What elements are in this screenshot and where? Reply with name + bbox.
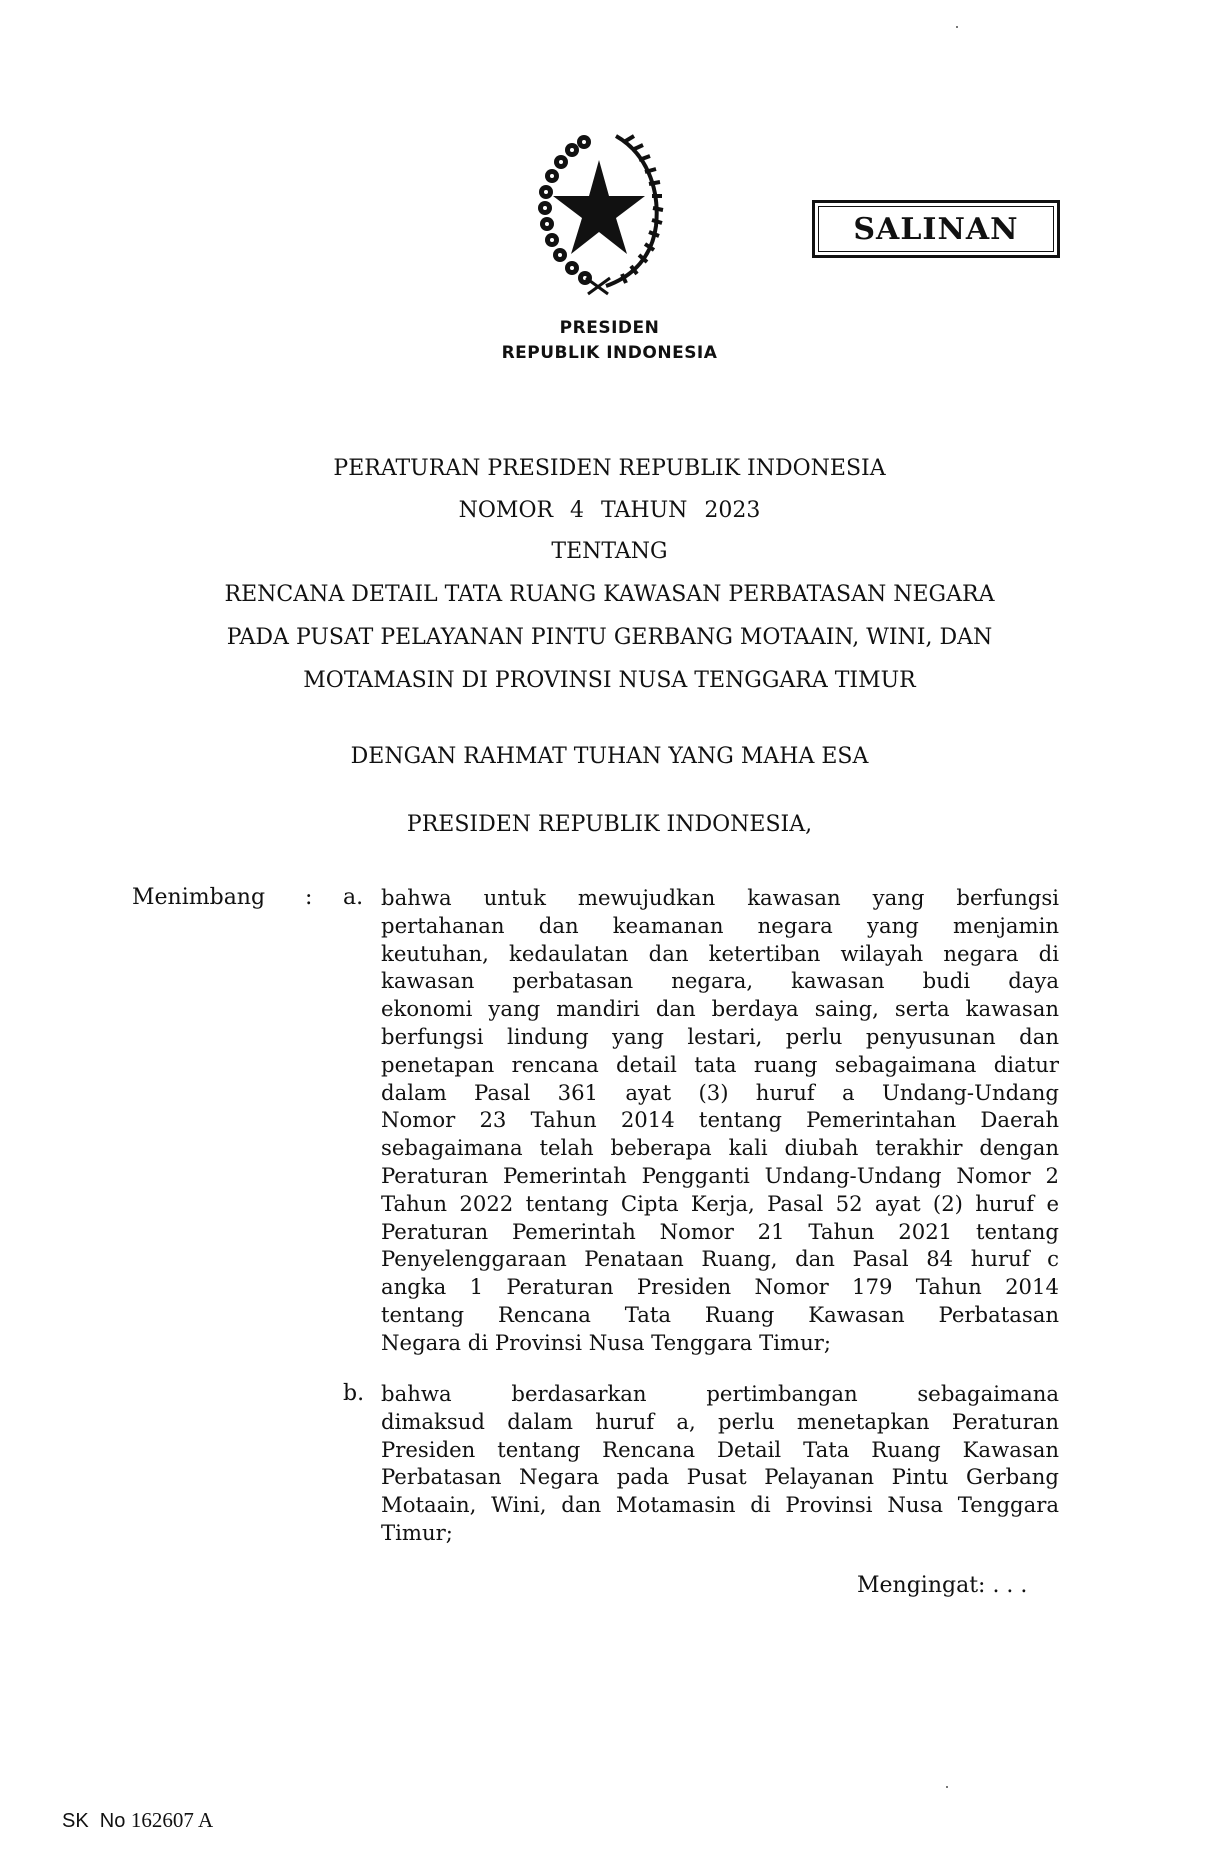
considering-colon: : — [305, 885, 313, 910]
text-line: Timur; — [381, 1519, 453, 1545]
continuation-marker: Mengingat: . . . — [857, 1573, 1028, 1598]
sk-number — [62, 1808, 213, 1833]
text-line: pertahanan dan keamanan negara yang menjamin — [381, 912, 1059, 938]
considering-label: Menimbang — [132, 885, 266, 910]
text-line: Motaain, Wini, dan Motamasin di Provinsi Nusa Tenggara — [381, 1492, 1059, 1518]
text-line: angka 1 Peraturan Presiden Nomor 179 Tahun 2014 — [381, 1274, 1059, 1300]
office-label-presiden: PRESIDEN — [559, 318, 660, 338]
invocation: DENGAN RAHMAT TUHAN YANG MAHA ESA — [350, 744, 869, 769]
text-line: bahwa berdasarkan pertimbangan sebagaimana — [381, 1381, 1059, 1406]
regulation-subject-line1: RENCANA DETAIL TATA RUANG KAWASAN PERBATASAN NEGARA — [224, 582, 995, 607]
text-line: tentang Rencana Tata Ruang Kawasan Perbatasan — [381, 1301, 1059, 1327]
text-line: kawasan perbatasan negara, kawasan budi daya — [381, 968, 1059, 994]
text-line: dimaksud dalam huruf a, perlu menetapkan Peraturan — [381, 1408, 1059, 1434]
text-line: Presiden tentang Rencana Detail Tata Ruang Kawasan — [381, 1436, 1059, 1462]
item-letter-a: a. — [343, 885, 364, 910]
text-line: Tahun 2022 tentang Cipta Kerja, Pasal 52 ayat (2) huruf e — [381, 1190, 1059, 1216]
regulation-about: TENTANG — [551, 539, 668, 564]
text-line: Peraturan Pemerintah Pengganti Undang-Undang Nomor 2 — [381, 1162, 1059, 1188]
sk-prefix: SK No — [62, 1810, 126, 1832]
regulation-subject-line2: PADA PUSAT PELAYANAN PINTU GERBANG MOTAAIN, WINI, DAN — [226, 625, 993, 650]
text-line: Perbatasan Negara pada Pusat Pelayanan Pintu Gerbang — [381, 1464, 1059, 1490]
scan-speck — [956, 26, 958, 28]
regulation-type: PERATURAN PRESIDEN REPUBLIK INDONESIA — [333, 456, 886, 481]
salinan-stamp — [812, 200, 1060, 258]
text-line: sebagaimana telah beberapa kali diubah terakhir dengan — [381, 1135, 1059, 1161]
regulation-number: NOMOR 4 TAHUN 2023 — [458, 498, 761, 523]
office-label-republik: REPUBLIK INDONESIA — [501, 343, 718, 363]
text-line: Peraturan Pemerintah Nomor 21 Tahun 2021 tentang — [381, 1218, 1059, 1244]
scan-speck — [946, 1786, 948, 1788]
item-letter-b: b. — [343, 1381, 365, 1406]
text-line: Negara di Provinsi Nusa Tenggara Timur; — [381, 1329, 832, 1355]
text-line: keutuhan, kedaulatan dan ketertiban wilayah negara di — [381, 940, 1059, 966]
text-line: penetapan rencana detail tata ruang sebagaimana diatur — [381, 1051, 1059, 1077]
issuer: PRESIDEN REPUBLIK INDONESIA, — [406, 812, 813, 837]
text-line: bahwa untuk mewujudkan kawasan yang berfungsi — [381, 885, 1059, 910]
sk-number-value: 162607 A — [130, 1808, 214, 1832]
considering-item-b — [381, 1380, 1059, 1547]
considering-item-a — [381, 884, 1059, 1357]
text-line: berfungsi lindung yang lestari, perlu penyusunan dan — [381, 1023, 1059, 1049]
salinan-stamp-text: SALINAN — [853, 211, 1019, 247]
presidential-emblem-icon — [528, 128, 670, 296]
text-line: Nomor 23 Tahun 2014 tentang Pemerintahan Daerah — [381, 1107, 1059, 1133]
text-line: ekonomi yang mandiri dan berdaya saing, serta kawasan — [381, 996, 1059, 1022]
regulation-subject-line3: MOTAMASIN DI PROVINSI NUSA TENGGARA TIMUR — [303, 668, 916, 693]
text-line: Penyelenggaraan Penataan Ruang, dan Pasal 84 huruf c — [381, 1246, 1059, 1272]
text-line: dalam Pasal 361 ayat (3) huruf a Undang-Undang — [381, 1079, 1059, 1105]
